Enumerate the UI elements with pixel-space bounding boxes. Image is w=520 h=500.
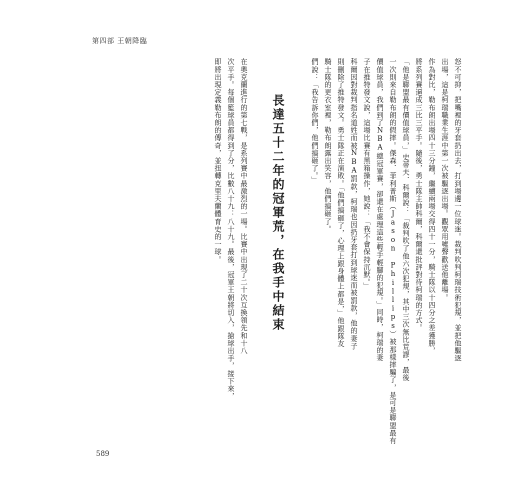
text-column: 作為對比，勒布朗出場四十三分鐘，繼續兩場交得四十一分，騎士隊以十四分之差獲勝， xyxy=(428,58,436,355)
text-column: 子在推特發文說，這場比賽有黑箱操作，她說：「我不會保持沉默。」 xyxy=(363,58,371,291)
section-heading: 長達五十二年的冠軍荒，在我手中結束 xyxy=(271,94,285,332)
text-column: 一次則來自勒布朗的假摔。傑森．菲利普斯（Jason Phillips）被那樣摔騙了，是可是聯盟最有 xyxy=(389,58,397,445)
text-column: 們說：「我告訴你們，他們搞砸了。」 xyxy=(311,58,319,184)
book-page xyxy=(88,37,466,458)
running-head: 第四部 王朝降臨 xyxy=(92,37,148,45)
text-column: 怒不可抑，把嘴裡的牙套扔出去，打到場邊一位球迷。裁判吹判柯瑞技術犯規，並把他驅逐 xyxy=(454,58,462,362)
text-column: 科爾因對裁判指名道姓而被NBA罰款，柯瑞也因扔牙套打到球迷而被罰款，他的妻子 xyxy=(350,58,358,350)
text-column: 則刪除了推特發文。勇士隊正在演敗。「他們搞砸了，心理上跟身體上都是，」他跟隊友 xyxy=(337,58,345,348)
text-column: 在奧克蘭進行的第七戰，是系列賽中最激烈的一場。比賽中出現了二十次互換領先和十八 xyxy=(240,58,248,355)
text-column: 次平手。每個籃球員都得到了分，比數八十九：八十九。最後，冠軍王朝將切入，搶球出手，接下來， xyxy=(227,58,235,400)
text-column: 價值球員，我們到了NBA總冠軍賽，卻還在處理這些輕手輕腳的犯規。」同時，柯瑞的妻 xyxy=(376,58,384,362)
text-column: 將系列賽逼成三比三平手。隨後，勇士隊主帥科爾，科爾還批評對待柯瑞的方式。 xyxy=(415,58,423,332)
page-number: 589 xyxy=(96,450,110,458)
text-column: 即將出現定義勒布朗的傳奇，並扭轉克里夫蘭體育史的一球。 xyxy=(214,58,222,264)
text-column: 出場，這是柯瑞職業生涯中第一次被驅逐出場。觀眾用噓聲歡送他離場。 xyxy=(441,58,449,302)
text-column: 騎士隊的更衣室裡，勒布朗露出笑容，他們搞砸了。 xyxy=(324,58,332,233)
text-column: 「他是聯盟最有價值球員，」史蒂夫．科爾說：「裁判吹了他六次犯規，其中三次無比荒謬，最後 xyxy=(402,58,410,382)
